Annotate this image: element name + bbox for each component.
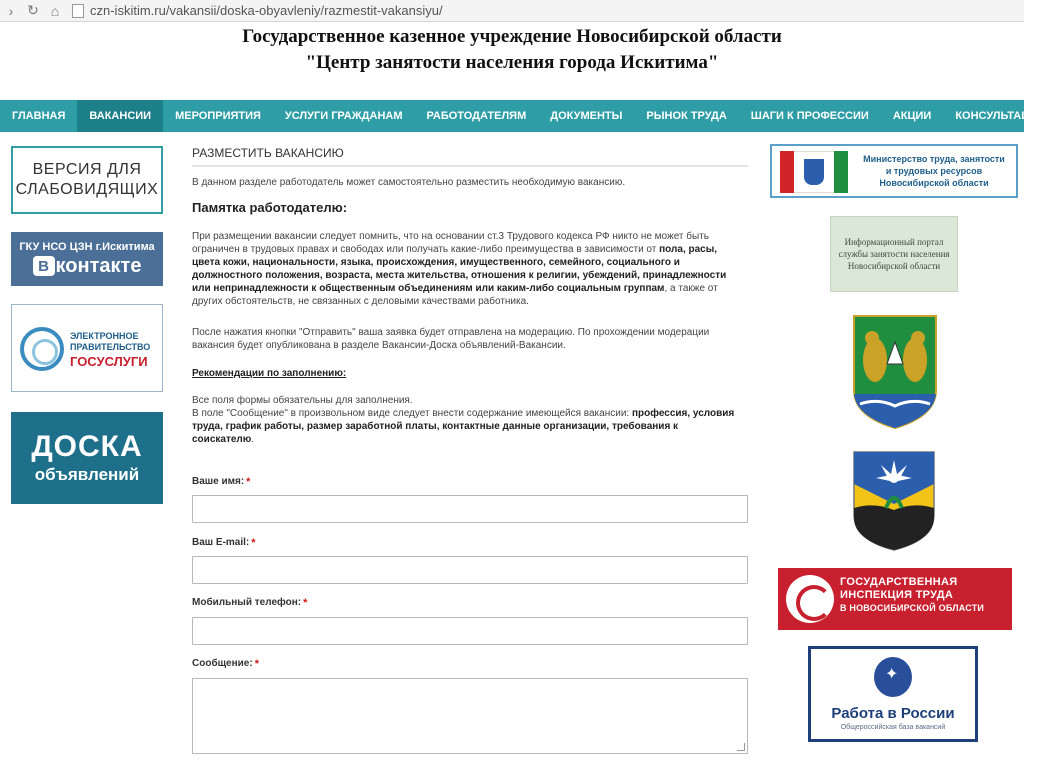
message-label-text: Сообщение: — [192, 658, 253, 669]
vision-line1: ВЕРСИЯ ДЛЯ — [32, 161, 142, 178]
gos-line2: ПРАВИТЕЛЬСТВО — [70, 342, 151, 352]
recommendations-heading: Рекомендации по заполнению: — [192, 368, 347, 379]
nav-item-vacancies[interactable]: ВАКАНСИИ — [77, 100, 163, 132]
vk-banner[interactable] — [11, 232, 163, 286]
region-flag-icon — [780, 151, 848, 193]
memo-text-bold: пола, расы, цвета кожи, национальности, языка, происхождения, имущественного, семейного, социального и должностного положения, возраста, места жительства, отношения к религии, убеждений, принадлежности или непринадлежности к общественным объединениям или каким-либо социальным группам — [192, 244, 727, 294]
phone-input[interactable] — [192, 617, 748, 645]
message-textarea[interactable] — [192, 678, 748, 754]
inspection-line3: В НОВОСИБИРСКОЙ ОБЛАСТИ — [840, 603, 985, 613]
ministry-banner[interactable] — [770, 144, 1018, 198]
memo-paragraph — [192, 230, 740, 308]
employment-portal-banner[interactable] — [830, 216, 958, 292]
vk-group-name: ГКУ НСО ЦЗН г.Искитима — [19, 240, 155, 253]
nav-item-labor-market[interactable]: РЫНОК ТРУДА — [646, 110, 727, 122]
message-label — [192, 658, 259, 670]
resize-handle[interactable] — [737, 743, 745, 751]
recommendations-text-start: В поле "Сообщение" в произвольном виде следует внести содержание имеющейся вакансии: — [192, 408, 632, 419]
nav-item-home[interactable]: ГЛАВНАЯ — [12, 110, 66, 122]
bulletin-board-banner[interactable] — [11, 412, 163, 504]
url-text[interactable]: czn-iskitim.ru/vakansii/doska-obyavleniy/razmestit-vakansiyu/ — [90, 3, 443, 18]
home-icon[interactable]: ⌂ — [50, 2, 60, 19]
org-name-line1: Государственное казенное учреждение Новосибирской области — [242, 26, 782, 47]
address-bar[interactable] — [72, 1, 443, 21]
memo-text-start: При размещении вакансии следует помнить, что на основании ст.3 Трудового кодекса РФ никто не может быть ограничен в трудовых правах и свободах или получать какие-либо преимущества в зависимости от — [192, 231, 709, 255]
gosuslugi-logo-icon — [20, 327, 64, 371]
browser-toolbar — [0, 0, 1024, 22]
required-mark: * — [254, 658, 259, 670]
region-coat-of-arms-icon[interactable] — [848, 312, 942, 430]
page-icon — [72, 4, 84, 18]
board-line1: ДОСКА — [31, 430, 143, 463]
visually-impaired-version-button[interactable] — [11, 146, 163, 214]
gos-line3: ГОСУСЛУГИ — [70, 354, 148, 369]
inspection-line1: ГОСУДАРСТВЕННАЯ — [840, 576, 958, 588]
portal-line1: Информационный портал — [844, 237, 944, 247]
required-mark: * — [303, 597, 308, 609]
rabota-title: Работа в России — [831, 705, 955, 722]
site-header — [0, 22, 1024, 100]
rabota-subtitle: Общероссийская база вакансий — [840, 724, 946, 731]
nav-item-citizen-services[interactable]: УСЛУГИ ГРАЖДАНАМ — [284, 110, 403, 122]
rabota-v-rossii-banner[interactable] — [808, 646, 978, 742]
name-label — [192, 476, 250, 488]
gosuslugi-banner[interactable] — [11, 304, 163, 392]
page-title: РАЗМЕСТИТЬ ВАКАНСИЮ — [192, 146, 748, 167]
city-coat-of-arms-icon[interactable] — [850, 448, 938, 552]
intro-text: В данном разделе работодатель может самостоятельно разместить необходимую вакансию. — [192, 177, 626, 188]
vision-line2: СЛАБОВИДЯЩИХ — [15, 181, 159, 198]
recommendations-line1: Все поля формы обязательны для заполнения. — [192, 395, 413, 406]
gos-line1: ЭЛЕКТРОННОЕ — [70, 331, 139, 341]
portal-line3: Новосибирской области — [847, 261, 941, 271]
reload-icon[interactable]: ↻ — [27, 2, 39, 18]
nav-item-events[interactable]: МЕРОПРИЯТИЯ — [175, 110, 261, 122]
recommendations-text-bold: профессия, условия труда, график работы, размер заработной платы, контактные данные организации, требования к соискателю — [192, 408, 735, 445]
vk-logo-icon: В — [33, 256, 55, 276]
required-mark: * — [251, 537, 256, 549]
nav-item-documents[interactable]: ДОКУМЕНТЫ — [550, 110, 623, 122]
phone-label-text: Мобильный телефон: — [192, 597, 302, 608]
inspection-logo-icon — [786, 575, 834, 623]
nav-item-promotions[interactable]: АКЦИИ — [892, 110, 932, 122]
labor-inspection-banner[interactable] — [778, 568, 1012, 630]
nav-item-profession-steps[interactable]: ШАГИ К ПРОФЕССИИ — [750, 110, 869, 122]
rabota-emblem-icon — [874, 657, 912, 697]
required-mark: * — [246, 476, 251, 488]
ministry-line2: и трудовых ресурсов — [885, 166, 983, 176]
main-content — [192, 146, 748, 670]
org-name-line2: "Центр занятости населения города Искитима" — [305, 52, 719, 73]
forward-arrow-icon[interactable]: › — [8, 2, 14, 19]
nav-item-employers[interactable]: РАБОТОДАТЕЛЯМ — [426, 110, 527, 122]
nav-item-consultations[interactable]: КОНСУЛЬТАЦИИ — [955, 110, 1046, 122]
email-input[interactable] — [192, 556, 748, 584]
email-label — [192, 537, 256, 549]
moderation-paragraph: После нажатия кнопки "Отправить" ваша заявка будет отправлена на модерацию. По прохождении модерации вакансия будет опубликована в разделе Вакансии-Доска объявлений-Вакансии. — [192, 327, 710, 351]
portal-line2: службы занятости населения — [838, 249, 950, 259]
vk-text: контакте — [55, 254, 142, 277]
memo-heading: Памятка работодателю: — [192, 200, 348, 215]
main-nav — [0, 100, 1046, 132]
email-label-text: Ваш E-mail: — [192, 537, 250, 548]
ministry-line1: Министерство труда, занятости — [863, 154, 1005, 164]
ministry-line3: Новосибирской области — [879, 178, 989, 188]
inspection-line2: ИНСПЕКЦИЯ ТРУДА — [840, 589, 954, 601]
name-input[interactable] — [192, 495, 748, 523]
recommendations-text-end: . — [251, 434, 255, 445]
recommendations-paragraph — [192, 394, 740, 446]
phone-label — [192, 597, 307, 609]
name-label-text: Ваше имя: — [192, 476, 245, 487]
memo-text-end: , а также от других обстоятельств, не связанных с деловыми качествами работника. — [192, 283, 718, 307]
board-line2: объявлений — [34, 465, 140, 484]
